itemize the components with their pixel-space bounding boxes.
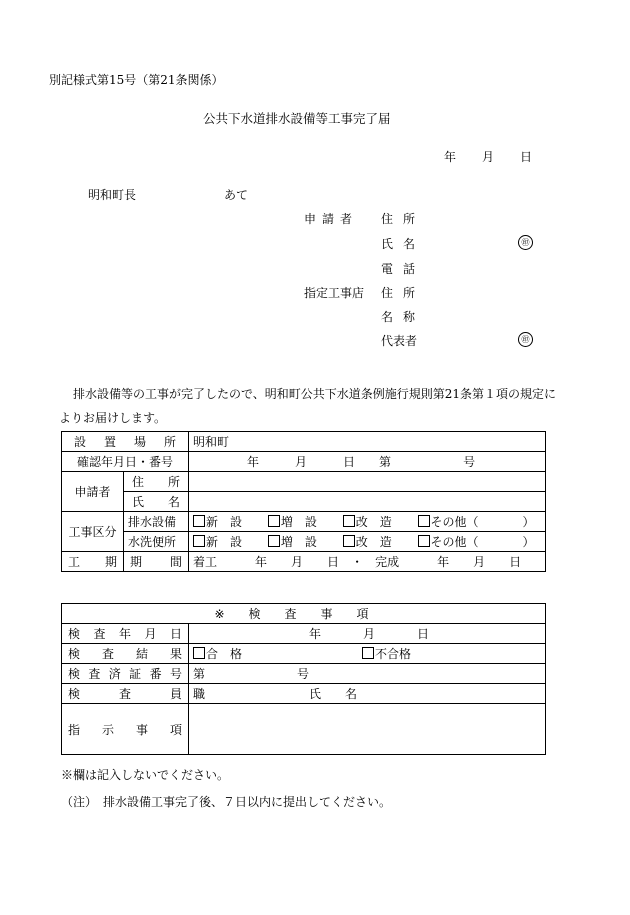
table-row — [62, 644, 546, 664]
period-label: 工 期 — [62, 552, 124, 572]
body-text: 排水設備等の工事が完了したので、明和町公共下水道条例施行規則第21条第１項の規定によりお届けします。 — [59, 387, 557, 425]
new-checkbox[interactable] — [193, 515, 205, 527]
submission-date — [444, 150, 532, 164]
applicant-seal-icon: ㊞ — [518, 235, 533, 250]
inspection-header: ※ 検査事項 — [62, 604, 546, 624]
table-row — [62, 604, 546, 624]
inspector-value[interactable]: 職 氏 名 — [189, 684, 546, 704]
contractor-rep-label: 代表者 — [381, 334, 418, 348]
address-sub-label: 住 所 — [124, 472, 189, 492]
add-checkbox[interactable] — [268, 535, 280, 547]
contractor-seal-icon: ㊞ — [518, 332, 533, 347]
toilet-options: 新 設 増 設 改 造 その他（ ） — [189, 532, 546, 552]
address-value[interactable] — [189, 472, 546, 492]
location-value[interactable]: 明和町 — [189, 432, 546, 452]
note-no-entry: ※欄は記入しないでください。 — [61, 768, 230, 782]
inspector-label: 検 査 員 — [62, 684, 189, 704]
table-row — [62, 512, 546, 532]
table-row — [62, 472, 546, 492]
table-row — [62, 552, 546, 572]
confirm-value[interactable]: 年 月 日 第 号 — [189, 452, 546, 472]
date-day: 日 — [520, 150, 533, 164]
applicant-row-label: 申請者 — [62, 472, 124, 512]
period-sub-label: 期 間 — [124, 552, 189, 572]
addressee — [88, 188, 248, 202]
drainage-label: 排水設備 — [124, 512, 189, 532]
addressee-name: 明和町長 — [88, 188, 137, 202]
other-checkbox[interactable] — [418, 535, 430, 547]
applicant-name-label: 氏名 — [381, 237, 426, 251]
table-row — [62, 684, 546, 704]
table-row — [62, 664, 546, 684]
pass-checkbox[interactable] — [193, 647, 205, 659]
location-label: 設 置 場 所 — [62, 432, 189, 452]
period-value[interactable]: 着工 年 月 日 ・ 完成 年 月 日 — [189, 552, 546, 572]
contractor-name-label: 名称 — [381, 310, 426, 324]
table-row — [62, 492, 546, 512]
inspection-result-value: 合 格 不合格 — [189, 644, 546, 664]
inspection-table — [61, 603, 546, 755]
cert-number-label: 検 査 済 証 番 号 — [62, 664, 189, 684]
table-row — [62, 532, 546, 552]
other-checkbox[interactable] — [418, 515, 430, 527]
inspection-result-label: 検 査 結 果 — [62, 644, 189, 664]
contractor-address-label: 住所 — [381, 286, 426, 300]
modify-checkbox[interactable] — [343, 515, 355, 527]
contractor-label: 指定工事店 — [304, 286, 365, 300]
applicant-phone-label: 電話 — [381, 262, 426, 276]
inspection-date-label: 検 査 年 月 日 — [62, 624, 189, 644]
inspection-date-value[interactable]: 年 月 日 — [189, 624, 546, 644]
note-submission-deadline: （注） 排水設備工事完了後、７日以内に提出してください。 — [61, 795, 392, 809]
modify-checkbox[interactable] — [343, 535, 355, 547]
category-label: 工事区分 — [62, 512, 124, 552]
form-number: 別記様式第15号（第21条関係） — [49, 73, 224, 87]
table-row — [62, 432, 546, 452]
applicant-address-label: 住所 — [381, 212, 426, 226]
new-checkbox[interactable] — [193, 535, 205, 547]
page-title: 公共下水道排水設備等工事完了届 — [203, 111, 391, 126]
table-row — [62, 704, 546, 755]
table-row — [62, 624, 546, 644]
date-month: 月 — [482, 150, 495, 164]
name-value[interactable] — [189, 492, 546, 512]
fail-checkbox[interactable] — [362, 647, 374, 659]
instruction-value[interactable] — [189, 704, 546, 755]
drainage-options: 新 設 増 設 改 造 その他（ ） — [189, 512, 546, 532]
date-year: 年 — [444, 150, 457, 164]
toilet-label: 水洗便所 — [124, 532, 189, 552]
completion-table — [61, 431, 546, 572]
cert-number-value[interactable]: 第 号 — [189, 664, 546, 684]
name-sub-label: 氏 名 — [124, 492, 189, 512]
addressee-suffix: あて — [224, 188, 249, 202]
add-checkbox[interactable] — [268, 515, 280, 527]
table-row — [62, 452, 546, 472]
instruction-label: 指 示 事 項 — [62, 704, 189, 755]
confirm-label: 確認年月日・番号 — [62, 452, 189, 472]
applicant-label: 申請者 — [304, 212, 359, 226]
